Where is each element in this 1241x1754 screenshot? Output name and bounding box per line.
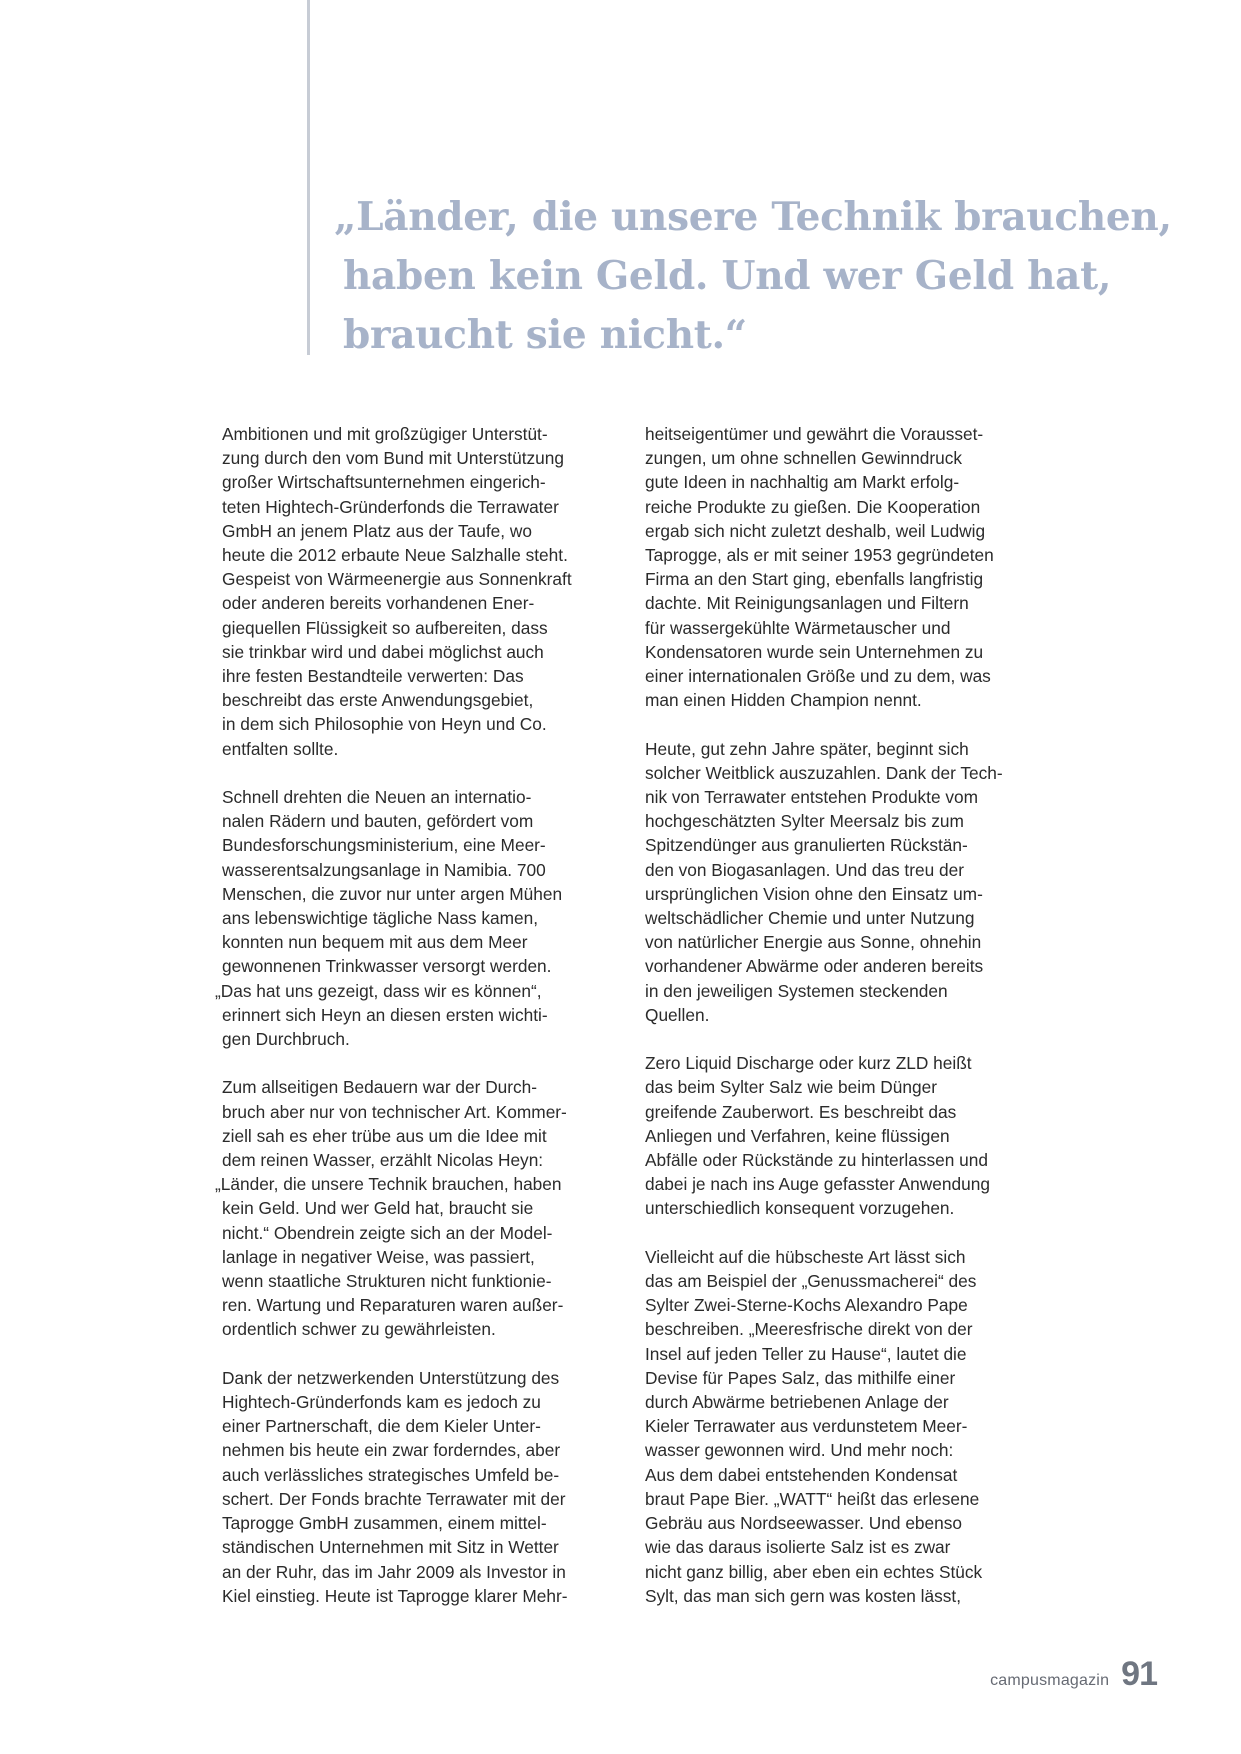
text-line: lanlage in negativer Weise, was passiert, — [222, 1246, 535, 1267]
text-line: nicht ganz billig, aber eben ein echtes Stück — [645, 1561, 983, 1582]
text-line: Firma an den Start ging, ebenfalls langfristig — [645, 569, 984, 590]
text-line: greifende Zauberwort. Es beschreibt das — [645, 1101, 957, 1122]
text-line: giequellen Flüssigkeit so aufbereiten, dass — [222, 617, 548, 638]
text-line: an der Ruhr, das im Jahr 2009 als Investor in — [222, 1561, 566, 1582]
text-line: Spitzendünger aus granulierten Rückstän- — [645, 835, 968, 856]
text-line: das beim Sylter Salz wie beim Dünger — [645, 1077, 937, 1098]
text-line: Devise für Papes Salz, das mithilfe einer — [645, 1367, 956, 1388]
text-line: ans lebenswichtige tägliche Nass kamen, — [222, 908, 539, 929]
text-line: Insel auf jeden Teller zu Hause“, lautet die — [645, 1343, 967, 1364]
text-line: Kieler Terrawater aus verdunstetem Meer- — [645, 1416, 968, 1437]
paragraph — [645, 1245, 1037, 1608]
paragraph — [645, 737, 1037, 1027]
text-line: ren. Wartung und Reparaturen waren außer- — [222, 1295, 564, 1316]
text-line: Zero Liquid Discharge oder kurz ZLD heißt — [645, 1053, 972, 1074]
text-line: heute die 2012 erbaute Neue Salzhalle steht. — [222, 545, 568, 566]
text-line: reiche Produkte zu gießen. Die Kooperation — [645, 496, 981, 517]
text-line: ziell sah es eher trübe aus um die Idee mit — [222, 1125, 547, 1146]
text-line: gewonnenen Trinkwasser versorgt werden. — [222, 956, 552, 977]
text-line: Kiel einstieg. Heute ist Taprogge klarer Mehr- — [222, 1585, 568, 1606]
text-line: entfalten sollte. — [222, 738, 339, 759]
text-line: konnten nun bequem mit aus dem Meer — [222, 932, 528, 953]
text-line: das am Beispiel der „Genussmacherei“ des — [645, 1271, 977, 1292]
text-line: Kondensatoren wurde sein Unternehmen zu — [645, 641, 984, 662]
text-line: nik von Terrawater entstehen Produkte vom — [645, 787, 979, 808]
text-line: ergab sich nicht zuletzt deshalb, weil Ludwig — [645, 520, 986, 541]
text-line: schert. Der Fonds brachte Terrawater mit der — [222, 1488, 566, 1509]
text-line: nehmen bis heute ein zwar forderndes, aber — [222, 1440, 561, 1461]
text-line: Hightech-Gründerfonds kam es jedoch zu — [222, 1392, 541, 1413]
pull-quote-line: „Länder, die unsere Technik brauchen, — [334, 194, 1172, 240]
page-number: 91 — [1121, 1655, 1157, 1693]
paragraph — [215, 1075, 614, 1341]
text-line: dachte. Mit Reinigungsanlagen und Filtern — [645, 593, 969, 614]
text-line: zung durch den vom Bund mit Unterstützung — [222, 448, 564, 469]
text-line: Aus dem dabei entstehenden Kondensat — [645, 1464, 958, 1485]
pull-quote — [334, 188, 1174, 365]
text-line: ordentlich schwer zu gewährleisten. — [222, 1319, 496, 1340]
text-line: Gespeist von Wärmeenergie aus Sonnenkraft — [222, 569, 572, 590]
paragraph — [645, 422, 1037, 712]
text-column-right — [645, 422, 1037, 1632]
paragraph — [222, 422, 614, 761]
text-line: Abfälle oder Rückstände zu hinterlassen und — [645, 1150, 988, 1171]
text-line: in dem sich Philosophie von Heyn und Co. — [222, 714, 547, 735]
text-line: solcher Weitblick auszuzahlen. Dank der Tech- — [645, 762, 1003, 783]
text-line: wenn staatliche Strukturen nicht funktionie- — [222, 1271, 552, 1292]
text-line: vorhandener Abwärme oder anderen bereits — [645, 956, 984, 977]
text-line: bruch aber nur von technischer Art. Kommer- — [222, 1101, 567, 1122]
text-line: durch Abwärme betriebenen Anlage der — [645, 1392, 949, 1413]
text-line: wasserentsalzungsanlage in Namibia. 700 — [222, 859, 546, 880]
text-line: hochgeschätzten Sylter Meersalz bis zum — [645, 811, 964, 832]
text-line: wasser gewonnen wird. Und mehr noch: — [645, 1440, 954, 1461]
text-line: „Länder, die unsere Technik brauchen, haben — [215, 1174, 562, 1195]
text-line: den von Biogasanlagen. Und das treu der — [645, 859, 964, 880]
text-line: wie das daraus isolierte Salz ist es zwar — [645, 1537, 951, 1558]
text-line: in den jeweiligen Systemen steckenden — [645, 980, 948, 1001]
text-line: Quellen. — [645, 1004, 710, 1025]
text-line: heitseigentümer und gewährt die Vorausset- — [645, 424, 984, 444]
text-line: Sylt, das man sich gern was kosten lässt, — [645, 1585, 961, 1606]
text-line: Anliegen und Verfahren, keine flüssigen — [645, 1125, 950, 1146]
text-line: gen Durchbruch. — [222, 1029, 350, 1050]
text-line: Zum allseitigen Bedauern war der Durch- — [222, 1077, 538, 1098]
text-line: zungen, um ohne schnellen Gewinndruck — [645, 448, 963, 469]
pull-quote-line: haben kein Geld. Und wer Geld hat, — [343, 253, 1112, 299]
paragraph — [215, 785, 614, 1051]
text-line: großer Wirtschaftsunternehmen eingerich- — [222, 472, 546, 493]
text-line: ursprünglichen Vision ohne den Einsatz um- — [645, 883, 983, 904]
text-line: unterschiedlich konsequent vorzugehen. — [645, 1198, 955, 1219]
text-line: teten Hightech-Gründerfonds die Terrawater — [222, 496, 559, 517]
text-line: einer Partnerschaft, die dem Kieler Unter- — [222, 1416, 541, 1437]
text-line: erinnert sich Heyn an diesen ersten wichti- — [222, 1004, 548, 1025]
text-line: von natürlicher Energie aus Sonne, ohnehin — [645, 932, 982, 953]
text-line: ständischen Unternehmen mit Sitz in Wetter — [222, 1537, 559, 1558]
text-line: dabei je nach ins Auge gefasster Anwendung — [645, 1174, 990, 1195]
text-line: auch verlässliches strategisches Umfeld be- — [222, 1464, 560, 1485]
text-line: Taprogge, als er mit seiner 1953 gegründeten — [645, 545, 994, 566]
text-line: einer internationalen Größe und zu dem, was — [645, 666, 991, 687]
text-line: Vielleicht auf die hübscheste Art lässt sich — [645, 1246, 966, 1267]
paragraph — [222, 1366, 614, 1608]
paragraph — [645, 1051, 1037, 1220]
text-line: kein Geld. Und wer Geld hat, braucht sie — [222, 1198, 534, 1219]
text-line: beschreibt das erste Anwendungsgebiet, — [222, 690, 534, 711]
pull-quote-line: braucht sie nicht.“ — [343, 312, 747, 358]
text-line: sie trinkbar wird und dabei möglichst auch — [222, 641, 544, 662]
text-line: man einen Hidden Champion nennt. — [645, 690, 922, 711]
text-column-left — [215, 422, 614, 1632]
pull-quote-rule — [307, 0, 310, 355]
text-line: Menschen, die zuvor nur unter argen Mühen — [222, 883, 563, 904]
text-line: Taprogge GmbH zusammen, einem mittel- — [222, 1513, 547, 1534]
text-line: „Das hat uns gezeigt, dass wir es können“, — [215, 980, 542, 1001]
text-line: Bundesforschungsministerium, eine Meer- — [222, 835, 546, 856]
text-line: ihre festen Bestandteile verwerten: Das — [222, 666, 524, 687]
text-line: gute Ideen in nachhaltig am Markt erfolg- — [645, 472, 960, 493]
text-line: braut Pape Bier. „WATT“ heißt das erlesene — [645, 1488, 980, 1509]
text-line: weltschädlicher Chemie und unter Nutzung — [645, 908, 975, 929]
text-line: Schnell drehten die Neuen an internatio- — [222, 787, 532, 808]
text-line: nicht.“ Obendrein zeigte sich an der Model- — [222, 1222, 553, 1243]
text-line: Heute, gut zehn Jahre später, beginnt sich — [645, 738, 969, 759]
text-line: Dank der netzwerkenden Unterstützung des — [222, 1367, 560, 1388]
text-line: Sylter Zwei-Sterne-Kochs Alexandro Pape — [645, 1295, 968, 1316]
text-line: beschreiben. „Meeresfrische direkt von der — [645, 1319, 973, 1340]
magazine-name: campusmagazin — [990, 1672, 1110, 1689]
page-footer — [990, 1655, 1157, 1694]
text-line: nalen Rädern und bauten, gefördert vom — [222, 811, 534, 832]
text-line: GmbH an jenem Platz aus der Taufe, wo — [222, 520, 532, 541]
text-line: Gebräu aus Nordseewasser. Und ebenso — [645, 1513, 963, 1534]
text-line: oder anderen bereits vorhandenen Ener- — [222, 593, 535, 614]
text-line: Ambitionen und mit großzügiger Unterstüt- — [222, 424, 548, 444]
text-line: für wassergekühlte Wärmetauscher und — [645, 617, 951, 638]
text-line: dem reinen Wasser, erzählt Nicolas Heyn: — [222, 1150, 544, 1171]
